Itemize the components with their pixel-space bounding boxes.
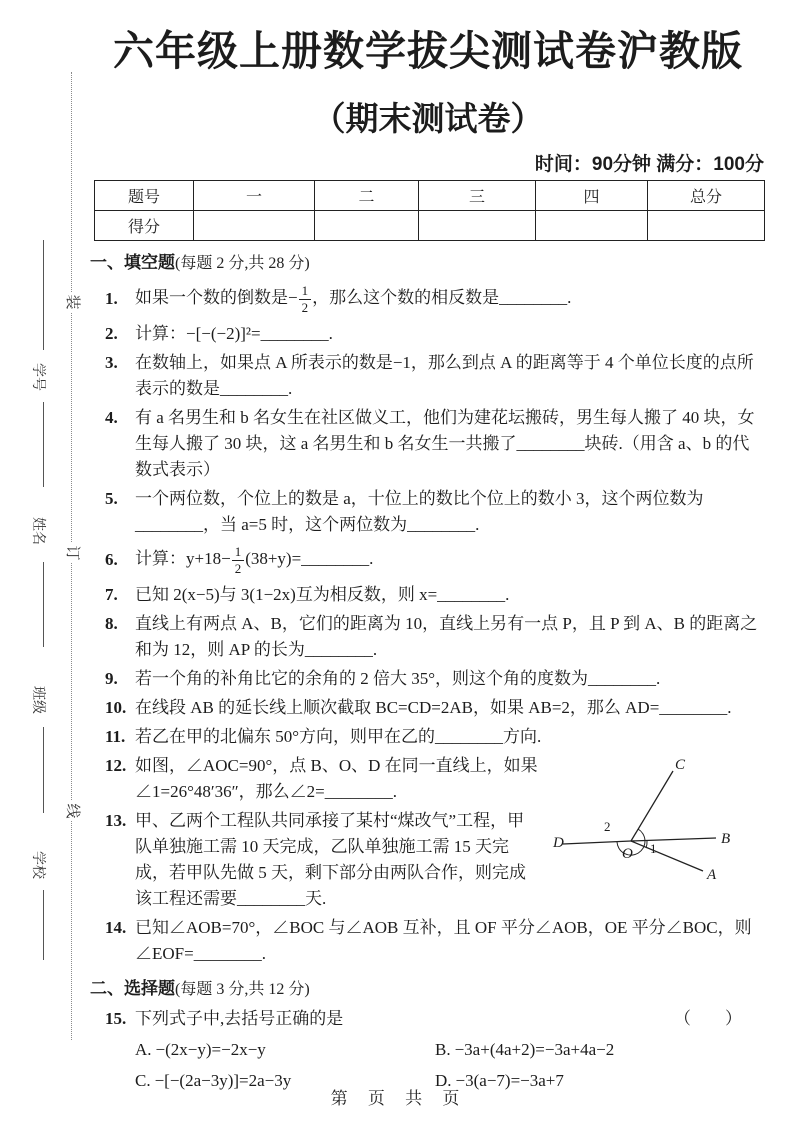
question-9 — [90, 666, 766, 692]
angle-label-1: 1 — [650, 841, 657, 856]
question-number: 4. — [105, 408, 118, 427]
score-table-empty-cell — [648, 211, 765, 241]
question-15 — [90, 1006, 766, 1032]
score-table-cell-defen: 得分 — [95, 211, 194, 241]
question-text: 有 a 名男生和 b 名女生在社区做义工，他们为建花坛搬砖，男生每人搬了 40 块，女生每人搬了 30 块，这 a 名男生和 b 名女生一共搬了________块砖.（用含 a、b 的代数式表示） — [135, 408, 755, 479]
time-score-info: 时间：90分钟 满分：100分 — [534, 154, 764, 175]
score-table-cell-total: 总分 — [648, 181, 765, 211]
field-label-student-id: 学号 — [30, 363, 45, 391]
option-text: −(2x−y)=−2x−y — [155, 1040, 266, 1059]
field-blank-line — [43, 402, 44, 487]
point-label-O: O — [622, 846, 633, 862]
question-number: 13. — [105, 811, 127, 830]
score-table-cell-section4: 四 — [536, 181, 648, 211]
question-6 — [90, 541, 766, 579]
question-number: 9. — [105, 669, 118, 688]
paper-title: 六年级上册数学拔尖测试卷沪教版 — [113, 28, 743, 74]
question-number: 3. — [105, 353, 118, 372]
question-text: 在数轴上，如果点 A 所表示的数是−1，那么到点 A 的距离等于 4 个单位长度的点所表示的数是________. — [135, 353, 754, 398]
question-number: 1. — [105, 289, 118, 308]
section1-heading-note: (每题 2 分,共 28 分) — [175, 255, 310, 272]
section2-heading-title: 二、选择题 — [90, 979, 175, 998]
option-label: B. — [435, 1040, 451, 1059]
question-text: 如图，∠AOC=90°，点 B、O、D 在同一直线上，如果∠1=26°48′36″，那么∠2=________. — [135, 756, 538, 801]
question-number: 11. — [105, 727, 126, 746]
angle-label-2: 2 — [604, 819, 611, 834]
field-label-school: 学校 — [30, 851, 45, 879]
question-12 — [90, 753, 766, 805]
section1-heading — [90, 250, 766, 277]
fraction: $\frac{1}{2}$ — [299, 284, 312, 314]
score-table-empty-cell — [419, 211, 536, 241]
page-footer: 第 页 共 页 — [330, 1089, 463, 1108]
option-label: A. — [135, 1040, 152, 1059]
question-number: 8. — [105, 614, 118, 633]
score-table-cell-section3: 三 — [419, 181, 536, 211]
question-14 — [90, 915, 766, 967]
option-label: D. — [435, 1071, 452, 1090]
question-text: 计算：y+18− $\frac{1}{2}$ (38+y)=________. — [135, 543, 374, 576]
question-text: 如果一个数的倒数是− $\frac{1}{2}$ ，那么这个数的相反数是________. — [135, 282, 572, 315]
score-table-empty-cell — [315, 211, 419, 241]
question-number: 2. — [105, 324, 118, 343]
binding-char-ding: 订 — [62, 543, 82, 563]
question-text: 一个两位数，个位上的数是 a，十位上的数比个位上的数小 3，这个两位数为________，当 a=5 时，这个两位数为________. — [135, 489, 704, 534]
question-number: 5. — [105, 489, 118, 508]
score-table-cell-section2: 二 — [315, 181, 419, 211]
score-table-cell-section1: 一 — [194, 181, 315, 211]
options-row-ab — [90, 1037, 766, 1063]
question-number: 12. — [105, 756, 127, 775]
section1-heading-title: 一、填空题 — [90, 253, 175, 272]
field-label-class: 班级 — [30, 686, 45, 714]
option-text: −[−(2a−3y)]=2a−3y — [154, 1071, 292, 1090]
question-number: 7. — [105, 585, 118, 604]
question-text: 已知∠AOB=70°，∠BOC 与∠AOB 互补，且 OF 平分∠AOB，OE 平分∠BOC，则∠EOF=________. — [135, 918, 752, 963]
binding-char-zhuang: 装 — [62, 292, 82, 312]
question-number: 15. — [105, 1009, 127, 1028]
option-text: −3(a−7)=−3a+7 — [455, 1071, 564, 1090]
point-label-C: C — [675, 757, 686, 773]
option-text: −3a+(4a+2)=−3a+4a−2 — [454, 1040, 615, 1059]
score-table-header-row — [95, 181, 765, 211]
field-blank-line — [43, 562, 44, 647]
score-table-empty-cell — [536, 211, 648, 241]
question-number: 14. — [105, 918, 127, 937]
question-text: 直线上有两点 A、B，它们的距离为 10，直线上另有一点 P，且 P 到 A、B 的距离之和为 12，则 AP 的长为________. — [135, 614, 758, 659]
question-1 — [90, 280, 766, 318]
question-text: 下列式子中,去括号正确的是 — [135, 1009, 344, 1028]
binding-char-xian: 线 — [62, 801, 82, 821]
section2-heading — [90, 976, 766, 1003]
question-4 — [90, 405, 766, 483]
question-text-wrap — [105, 1006, 344, 1032]
fraction: $\frac{1}{2}$ — [232, 545, 245, 575]
point-label-B: B — [721, 831, 731, 847]
point-label-A: A — [707, 867, 717, 883]
score-table-cell-timuhao: 题号 — [95, 181, 194, 211]
option-a — [135, 1037, 435, 1063]
option-label: C. — [135, 1071, 151, 1090]
question-7 — [90, 582, 766, 608]
question-text: 已知 2(x−5)与 3(1−2x)互为相反数，则 x=________. — [135, 585, 510, 604]
score-table — [94, 180, 765, 241]
field-blank-line — [43, 890, 44, 960]
section2-heading-note: (每题 3 分,共 12 分) — [175, 981, 310, 998]
question-number: 6. — [105, 550, 118, 569]
question-text: 在线段 AB 的延长线上顺次截取 BC=CD=2AB，如果 AB=2，那么 AD=________. — [135, 698, 732, 717]
question-10 — [90, 695, 766, 721]
main-content — [90, 0, 766, 1099]
paper-subtitle: （期末测试卷） — [312, 100, 544, 137]
field-blank-line — [43, 727, 44, 813]
question-text: 若乙在甲的北偏东 50°方向，则甲在乙的________方向. — [135, 727, 542, 746]
question-text: 若一个角的补角比它的余角的 2 倍大 35°，则这个角的度数为________. — [135, 669, 661, 688]
score-table-empty-cell — [194, 211, 315, 241]
question-13 — [90, 808, 766, 912]
field-label-name: 姓名 — [30, 517, 45, 545]
question-text: 计算：−[−(−2)]²=________. — [135, 324, 333, 343]
question-2 — [90, 321, 766, 347]
question-3 — [90, 350, 766, 402]
answer-bracket: （ ） — [674, 1009, 742, 1028]
question-11 — [90, 724, 766, 750]
score-table-score-row — [95, 211, 765, 241]
question-text: 甲、乙两个工程队共同承接了某村“煤改气”工程，甲队单独施工需 10 天完成，乙队单独施工需 15 天完成，若甲队先做 5 天，剩下部分由两队合作，则完成该工程还需要________天. — [135, 811, 526, 908]
field-blank-line — [43, 240, 44, 350]
question-5 — [90, 486, 766, 538]
point-label-D: D — [553, 835, 564, 851]
question-number: 10. — [105, 698, 127, 717]
option-b — [435, 1037, 614, 1063]
question-8 — [90, 611, 766, 663]
choice-questions — [90, 1006, 766, 1094]
fill-in-questions — [90, 280, 766, 967]
